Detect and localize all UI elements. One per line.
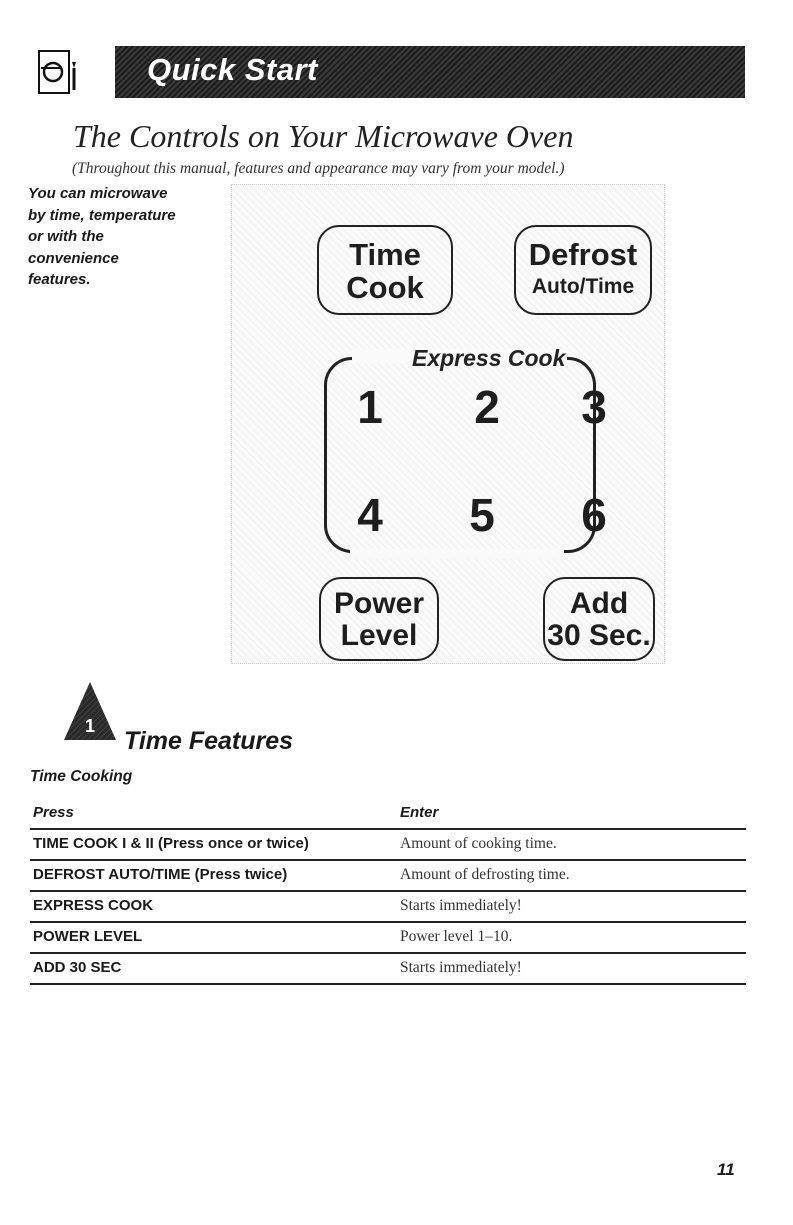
row-enter: Starts immediately! [400, 959, 522, 976]
table-row [30, 861, 746, 892]
table-row [30, 830, 746, 861]
table-header [30, 799, 746, 830]
intro-line: by time, temperature [28, 206, 176, 224]
section-subtitle: Time Cooking [30, 768, 133, 785]
time-cook-button[interactable] [317, 225, 453, 315]
control-panel [231, 184, 665, 664]
intro-line: convenience [28, 249, 119, 267]
express-digit-1[interactable]: 1 [357, 381, 383, 433]
header-press: Press [33, 804, 74, 821]
controls-table [30, 799, 746, 985]
page-title: The Controls on Your Microwave Oven [73, 118, 574, 154]
time-cook-label-1: Time [349, 237, 421, 272]
row-enter: Amount of cooking time. [400, 835, 557, 852]
page-number: 11 [717, 1160, 735, 1179]
header-enter: Enter [400, 804, 439, 821]
power-level-label-1: Power [333, 587, 425, 620]
express-digit-4[interactable]: 4 [357, 489, 383, 541]
intro-line: You can microwave [28, 185, 168, 202]
time-cook-label-2: Cook [346, 270, 424, 305]
row-press: EXPRESS COOK [33, 897, 154, 914]
row-enter: Starts immediately! [400, 897, 522, 914]
defrost-label-1: Defrost [528, 237, 638, 272]
table-row [30, 954, 746, 985]
express-cook-label: Express Cook [412, 345, 566, 371]
add-30-sec-button[interactable] [543, 577, 655, 661]
power-level-label-2: Level [340, 619, 418, 652]
row-enter: Power level 1–10. [400, 928, 513, 945]
intro-line: or with the [28, 228, 104, 245]
row-press: DEFROST AUTO/TIME (Press twice) [33, 866, 288, 883]
banner-title: Quick Start [147, 52, 318, 87]
defrost-label-2: Auto/Time [531, 275, 635, 298]
row-enter: Amount of defrosting time. [400, 866, 570, 883]
row-press: POWER LEVEL [33, 928, 143, 945]
page-subtitle: (Throughout this manual, features and appearance may vary from your model.) [72, 160, 565, 177]
power-level-button[interactable] [319, 577, 439, 661]
defrost-button[interactable] [514, 225, 652, 315]
row-press: ADD 30 SEC [33, 959, 122, 976]
add-30-label-1: Add [569, 587, 629, 620]
plate-utensils-icon [38, 50, 82, 94]
intro-line: features. [28, 271, 91, 288]
add-30-label-2: 30 Sec. [547, 619, 651, 652]
section-badge-number: 1 [84, 716, 96, 736]
table-row [30, 892, 746, 923]
section-number-triangle-icon [62, 680, 118, 742]
quick-start-banner [115, 46, 745, 98]
intro-text [28, 183, 228, 291]
express-digit-2[interactable]: 2 [474, 381, 500, 433]
table-row [30, 923, 746, 954]
express-digit-3[interactable]: 3 [581, 381, 607, 433]
express-digit-5[interactable]: 5 [469, 489, 495, 541]
row-press: TIME COOK I & II (Press once or twice) [33, 835, 309, 852]
section-title: Time Features [124, 727, 294, 755]
express-digit-6[interactable]: 6 [581, 489, 607, 541]
